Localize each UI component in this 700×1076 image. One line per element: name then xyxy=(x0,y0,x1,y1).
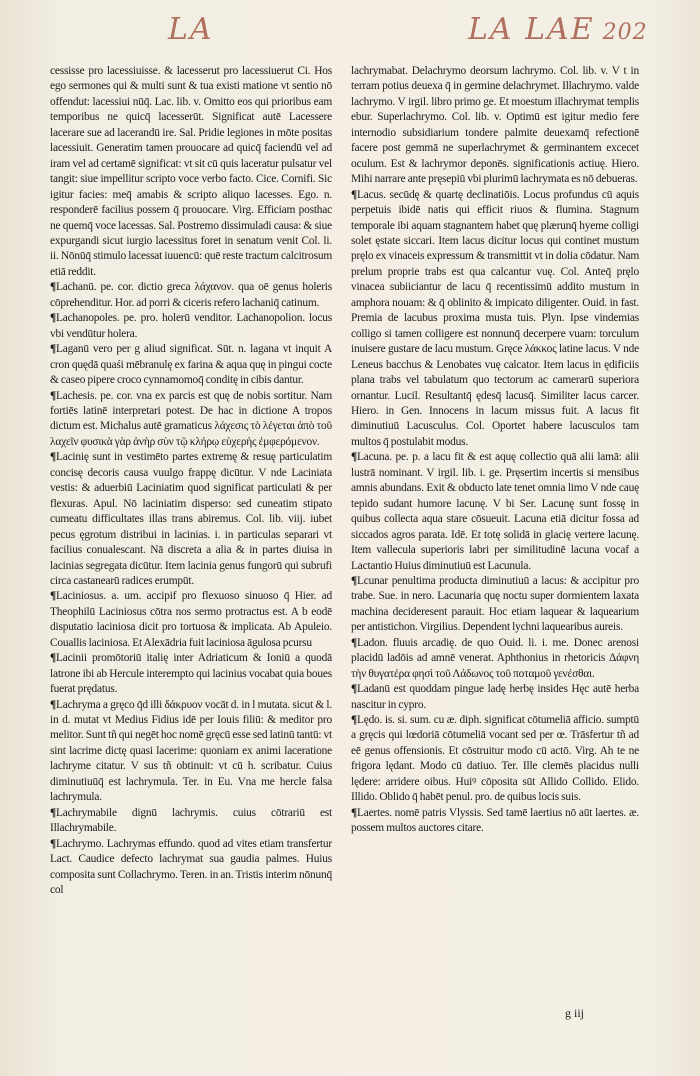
right-column xyxy=(351,64,639,837)
entry-lacunar: ¶Lcunar penultima producta diminutiuū a lacus: & accipitur pro trabe. Sue. in nero. Lacunaria quę noctu super dormientem laxata machina decideresent parauit. Hoc etiam laquear & laquearium per antistichon. Virgilius. Dependent lychni laquearibus aureis. xyxy=(351,574,639,634)
pilcrow-icon: ¶ xyxy=(351,683,357,696)
entry-laertes: ¶Laertes. nomē patris Vlyssis. Sed tamē laertius nō aūt laertes. æ. possem multos auctores citare. xyxy=(351,806,639,835)
folio-number: 202 xyxy=(602,20,648,45)
running-head-right-letters: LA LAE xyxy=(468,12,595,47)
entry-lacus: ¶Lacus. secūdę & quartę declinatiōis. Locus profundus cū aquis perpetuis ibidē natis qui efficit riuos & flumina. Stagnum temporale ibi aquam stagnantem habet quę plærunq̄ hyeme colligi solet ęstate siccari. Item lacus dicitur locus qui continet mustum pręlo ex vinaceis expressum & transmittit vt in dolia cōdatur. Nam prelum proprie trabs est qua calcantur vuę. Col. Anteq̄ pręlo vinacea subiiciantur de lacu q̄ recentissimū addito mustum in amphora nouam: & q̄ oblinito & impicato diligenter. Ouid. in fast. Premia de lacubus proxima musta tuis. Plyn. Ipse vindemias colligo si tamen colligere est nonnunq̄ decerpere vuam: torculum inuisere gustare de lacu mustum. Gręce λάκκος latine lacus. V nde Leneus bacchus & Lenobates vuę calcator. Item lacus in ędificiis plana trabs vel tabulatum quo tectorum ac camerarū superiora ornantur. Lucil. Resultantq̄ ędesq̄ lacusq̄. Similiter lacus carcer. Hiero. in Gen. Innocens in lacum missus fuit. A lacus fit diminutiuū Lacusculus. Col. Oportet habere lacusculos tam multos q̄ postulabit modus. xyxy=(351,188,639,448)
entry-lachrymo: ¶Lachrymo. Lachrymas effundo. quod ad vites etiam transfertur Lact. Caudice defecto lachrymat sua gaudia palmes. Huius composita sunt Collachrymo. Teren. in an. Tristis interim nōnunq̄ col xyxy=(50,837,332,897)
running-head-left: LA xyxy=(168,12,214,47)
entry-lachrymabile: ¶Lachrymabile dignū lachrymis. cuius cōtrariū est Illachrymabile. xyxy=(50,806,332,835)
entry-ladon: ¶Ladon. fluuis arcadię. de quo Ouid. li. i. me. Donec arenosi placidū ladōis ad amnē venerat. Aphthonius in rhetoricis Δάφνη τὴν θυγατέρα φησὶ τοῦ Λάδωνος τοῦ ποταμοῦ γενέσθαι. xyxy=(351,636,639,680)
pilcrow-icon: ¶ xyxy=(50,312,56,325)
pilcrow-icon: ¶ xyxy=(351,714,357,727)
entry-lacinie: ¶Lacinię sunt in vestimēto partes extremę & resuę particulatim concisę decoris causa vuulgo frappę dicūtur. V nde Laciniata vestis: & aduerbiū Laciniatim quod significat particulati & per flexuras. Apul. Nō laciniatim disperso: sed cuneatim stipato cumeatu difficultates illas trans abiremus. Col. lib. viij. iubet pecus ęgrotum distribui in lacinias. i. in particulas separari vt facilius conualescant. Nā discreta a alia & in partes diuisa in lacinias segregata dicūtur. Item lacinia genus fungorū qui subrufi circa castanearū radices erumpūt. xyxy=(50,451,332,587)
pilcrow-icon: ¶ xyxy=(50,451,56,464)
left-paragraph: cessisse pro lacessiuisse. & lacesserut pro lacessiuerut Ci. Hos ego sermones qui & multi sunt & tua existi matione vt sentio nō offendut: lacessiui nūq̄. Lac. lib. v. Omitto eos qui prioribus eam temporibus ne quicq̄ lacesserūt. Significat autē Lacessere lacerare sue ad lacerandū ire. Sal. Pridie legiones in mōte positas lacessiuit. Generatim tamen prouocare ad quicq̄ faciendū vel ad iram vel ad certamē significat: vt sit cū quis laceratur pulsatur vel tangit: siue impellitur scripto voce verbo facto. Cice. Cornifi. Sic igitur facies: meq̄ amabis & scripto aliquo lacesses. Ego. n. responderē facilius possem q̄ prouocare. Virg. Efficiam posthac ne quemq̄ voce lacessas. Sal. Postremo dissimuladi causa: & siue expurgandi sicut iurgio lacessitus foret in senatum venit Col. li. ii. Nōnūq̄ stimulo lacessat iuuencū: quē reste tractum calcitrosum etiā reddit. xyxy=(50,65,332,278)
pilcrow-icon: ¶ xyxy=(50,590,56,603)
pilcrow-icon: ¶ xyxy=(50,389,56,402)
entry-laganum: ¶Laganū vero per g aliud significat. Sūt. n. lagana vt inquit A cron quędā quaśi mēbranulę ex farina & aqua quę in pingui cocte & caseo pipere croco cynnamomoq̄ conditę in cibis dantur. xyxy=(50,343,332,387)
pilcrow-icon: ¶ xyxy=(351,636,357,649)
pilcrow-icon: ¶ xyxy=(351,806,357,819)
running-head-right xyxy=(468,12,648,47)
pilcrow-icon: ¶ xyxy=(50,652,56,665)
entry-laciniosus: ¶Laciniosus. a. um. accipif pro flexuoso sinuoso q̄ Hier. ad Theophilū Laciniosus cōtra nos sermo protractus est. A b eodē disputatio laciniosa dicit pro tortuosa & implicata. Ab Apuleio. Couallis laciniosa. Et Alexādria fuit laciniosa āgulosa pcursu xyxy=(50,590,332,649)
entry-lachesis: ¶Lachesis. pe. cor. vna ex parcis est quę de nobis sortitur. Nam fortiēs latinē interpretari potest. De hac in dictione A tropos dictum est. Michalus autē gramaticus λάχεσις τὸ λέγεται ἀπὸ τοῦ λαχεῖν φυσικὰ γὰρ ἀνὴρ σὺν τῷ κλήρῳ εὐχερὴς ἐμφερόμενον. xyxy=(50,389,332,448)
right-paragraph: lachrymabat. Delachrymo deorsum lachrymo. Col. lib. v. V t in terram potius deuexa q̄ in germine delachrymet. Illachrymo. valde lachrymo. V irgil. libro primo ge. Et moestum illachrymat templis ebur. Superlachrymo. Col. lib. v. Optimū est igitur medio fere internodio subsidiarium tondere palmite deuexamq̄ refectionē facere post gemmā ne superlachrymet & germinantem excecet oculum. Est & lachrymor deponēs. significationis actiuę. Hiero. Mihi narrare ante pręsepiū vbi plurimū lachrymata es nō debueras. xyxy=(351,65,639,186)
entry-lacinii: ¶Lacinii promōtoriū italię inter Adriaticum & Ioniū a quodā latrone ibi ab Hercule interempto qui lacinius vocabat quia boues fuerat prędatus. xyxy=(50,652,332,696)
left-column xyxy=(50,64,332,898)
signature-mark: g iij xyxy=(565,1006,585,1020)
pilcrow-icon: ¶ xyxy=(50,837,56,850)
pilcrow-icon: ¶ xyxy=(50,698,56,711)
entry-lachryma: ¶Lachryma a gręco q̄d illi δάκρυον vocāt d. in l mutata. sicut & l. in d. mutat vt Medius Fidius idē per Iouis filiū: & meditor pro melitor. Sunt tñ qui negēt hoc nomē gręcū esse sed latinū tantū: vt sint lacrime dictę quasi lacerime: quoniam ex animi laceratione lachryme citatur. V sus tñ obtinuit: vt cū h. scribatur. Cuius diminutiuūq̄ est lachrymula. Ter. in Eu. Vna me hercle falsa lachrymula. xyxy=(50,698,333,804)
pilcrow-icon: ¶ xyxy=(50,281,56,294)
entry-lacuna: ¶Lacuna. pe. p. a lacu fit & est aquę collectio quā alii lamā: alii lustrā nominant. V irgil. lib. i. ge. Pręsertim incertis si mensibus amnis abundans. Exit & obducto late tenet omnia limo V nde cauę tepido sudant humore lacunę. V bi Ser. Lacunę sunt fossę in quibus collecta aqua stare cōsueuit. Lacuna etiā dicitur fossa ad siccados agros parata. Idē. Et totę solidā in glacię vertere lacunę. Item vallecula superioris labri per similitudinē lacuna vocaf a Lactantio Huius diminutiuū est Lacunula. xyxy=(351,451,639,572)
pilcrow-icon: ¶ xyxy=(351,451,357,464)
pilcrow-icon: ¶ xyxy=(50,806,56,819)
entry-laedo: ¶Lędo. is. si. sum. cu æ. diph. significat cōtumeliā afficio. sumptū a gręcis qui lœdoriā cōtumeliā vocant sed per œ. Trāsfertur tñ ad eē genus offensionis. Et cōstruitur modo cū actō. Virg. Ah te ne frigora lędant. Modo cū datiuo. Ter. Ille clemēs placidus nulli lędere: arridere oibus. Huiꝰ cōposita sūt Allido Collido. Elido. Illido. Oblido q̄ habēt penul. pro. de quibus locis suis. xyxy=(351,714,639,804)
pilcrow-icon: ¶ xyxy=(351,574,357,587)
pilcrow-icon: ¶ xyxy=(50,343,56,356)
entry-ladanum: ¶Ladanū est quoddam pingue ladę herbę insides Hęc autē herba nascitur in cypro. xyxy=(351,683,639,711)
entry-lachanum: ¶Lachanū. pe. cor. dictio greca λάχανον. qua oē genus holeris cōprehenditur. Hor. ad porri & ciceris refero lachaniq̄ catinum. xyxy=(50,281,332,309)
pilcrow-icon: ¶ xyxy=(351,188,357,201)
entry-lachanopoles: ¶Lachanopoles. pe. pro. holerū venditor. Lachanopolion. locus vbi vendūtur holera. xyxy=(50,312,332,340)
